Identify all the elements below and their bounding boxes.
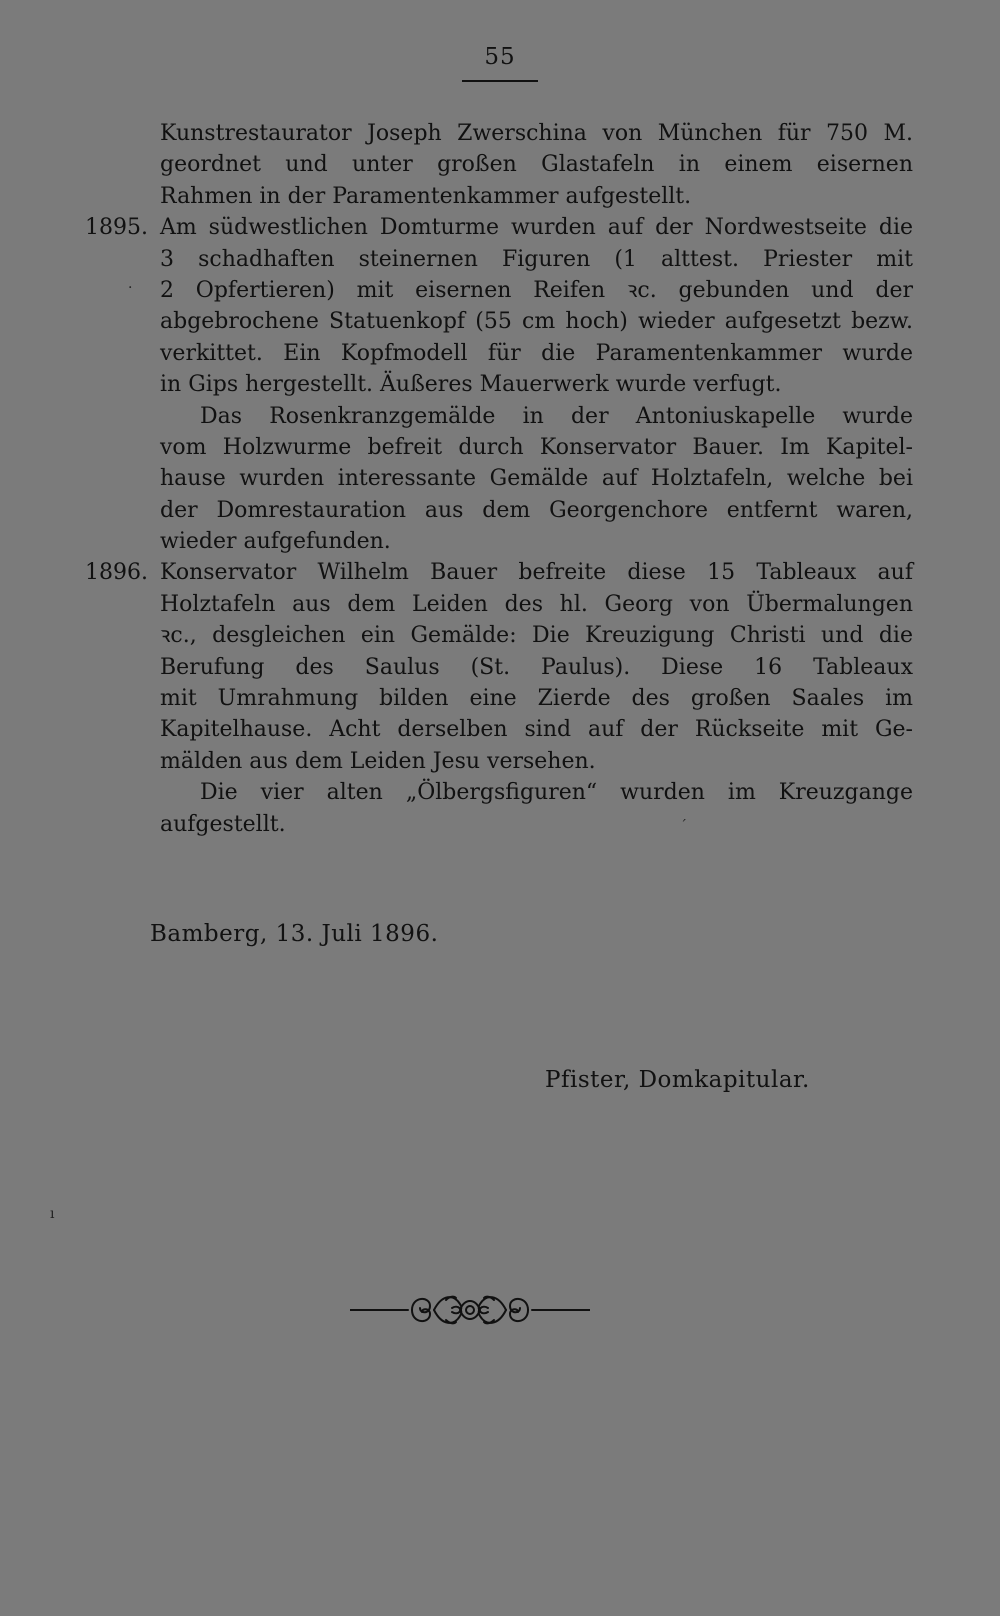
- year-marker: 1895.: [85, 215, 148, 241]
- page-number-rule: [462, 80, 538, 82]
- text-line: Das Rosenkranzgemälde in der Antoniuskapelle wurde: [200, 403, 913, 429]
- decorative-scroll-ornament-icon: [350, 1284, 590, 1336]
- text-line: der Domrestauration aus dem Georgenchore entfernt waren,: [160, 497, 913, 523]
- text-line: Die vier alten „Ölbergsfiguren“ wurden im Kreuzgange: [200, 780, 913, 806]
- text-line: mälden aus dem Leiden Jesu versehen.: [160, 748, 596, 774]
- signature: Pfister, Domkapitular.: [545, 1067, 810, 1093]
- text-line: Kunstrestaurator Joseph Zwerschina von München für 750 M.: [160, 121, 913, 146]
- body-text: [85, 118, 913, 840]
- text-line: 3 schadhaften steinernen Figuren (1 alttest. Priester mit: [160, 246, 913, 272]
- text-line: aufgestellt.: [160, 811, 286, 837]
- text-line: wieder aufgefunden.: [160, 529, 391, 555]
- text-line-content: Am südwestlichen Domturme wurden auf der Nordwestseite die: [160, 215, 913, 241]
- text-line: [85, 212, 913, 243]
- text-line: verkittet. Ein Kopfmodell für die Paramentenkammer wurde: [160, 340, 913, 366]
- text-line: 2 Opfertieren) mit eisernen Reifen ꝛc. gebunden und der: [160, 277, 913, 303]
- text-line: geordnet und unter großen Glastafeln in einem eisernen: [160, 152, 913, 178]
- text-line: Kapitelhause. Acht derselben sind auf der Rückseite mit Ge-: [160, 717, 913, 743]
- year-marker: 1896.: [85, 560, 148, 586]
- text-line: Holztafeln aus dem Leiden des hl. Georg von Übermalungen: [160, 591, 913, 617]
- dateline: Bamberg, 13. Juli 1896.: [150, 921, 439, 947]
- text-line: Rahmen in der Paramentenkammer aufgestellt.: [160, 183, 692, 209]
- text-line: Berufung des Saulus (St. Paulus). Diese 16 Tableaux: [160, 654, 913, 680]
- page-number: 55: [484, 44, 516, 70]
- text-line: vom Holzwurme befreit durch Konservator Bauer. Im Kapitel-: [160, 434, 913, 460]
- text-line: [85, 557, 913, 588]
- print-speck: ˊ: [680, 818, 687, 834]
- print-speck: ·: [128, 280, 133, 296]
- print-speck: ı: [50, 1206, 55, 1222]
- text-line: abgebrochene Statuenkopf (55 cm hoch) wieder aufgesetzt bezw.: [160, 309, 913, 335]
- text-line: in Gips hergestellt. Äußeres Mauerwerk wurde verfugt.: [160, 372, 782, 398]
- text-line: hause wurden interessante Gemälde auf Holztafeln, welche bei: [160, 466, 913, 492]
- text-line-content: Konservator Wilhelm Bauer befreite diese 15 Tableaux auf: [160, 560, 913, 586]
- text-line: mit Umrahmung bilden eine Zierde des großen Saales im: [160, 686, 913, 712]
- text-line: ꝛc., desgleichen ein Gemälde: Die Kreuzigung Christi und die: [160, 623, 913, 649]
